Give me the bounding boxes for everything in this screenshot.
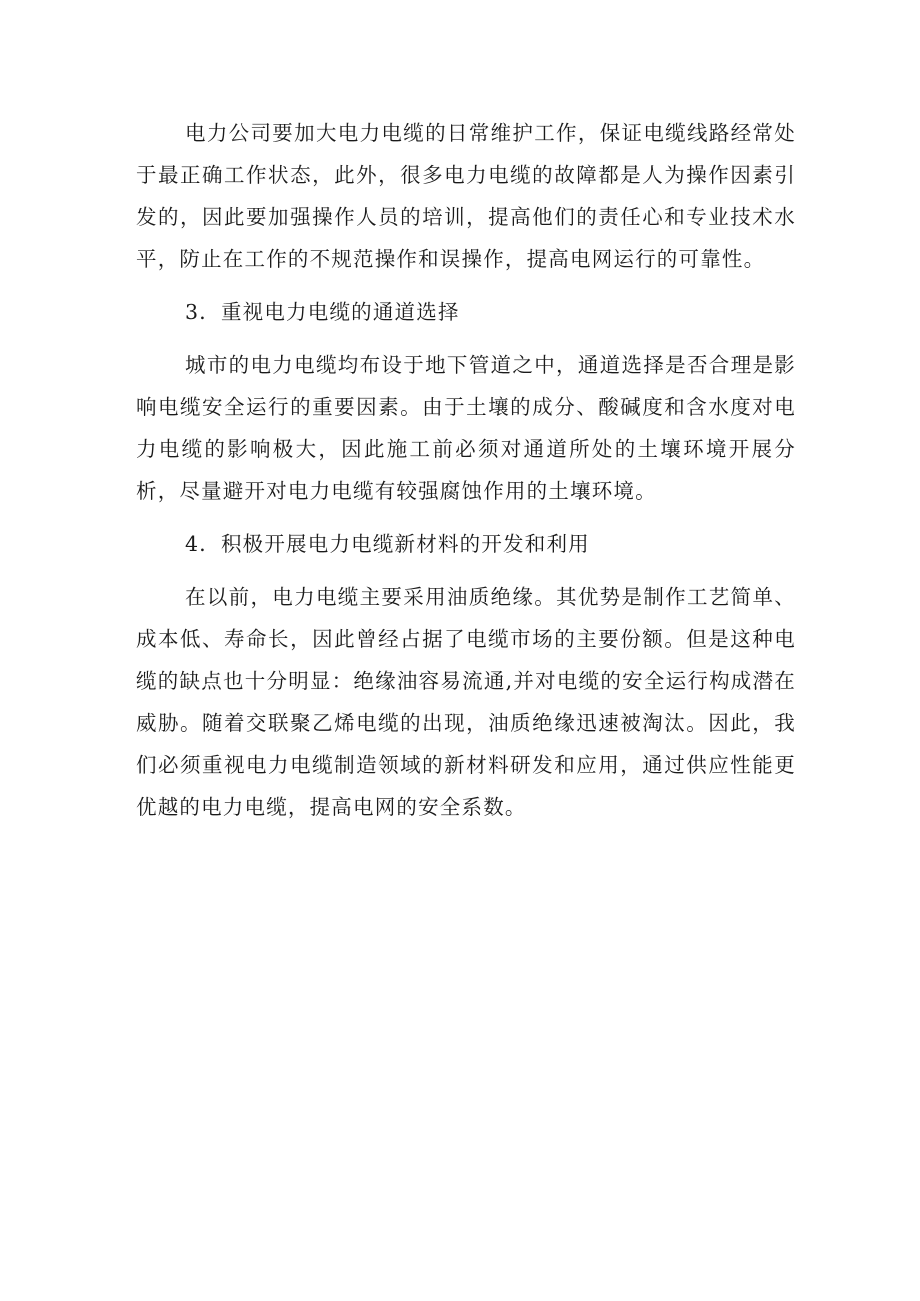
paragraph-maintenance: 电力公司要加大电力电缆的日常维护工作，保证电缆线路经常处于最正确工作状态，此外，很多电力电缆的故障都是人为操作因素引发的，因此要加强操作人员的培训，提高他们的责任心和专业技术水平，防止在工作的不规范操作和误操作，提高电网运行的可靠性。 [136, 121, 796, 271]
document-body [136, 112, 796, 839]
section-heading-4: 4．积极开展电力电缆新材料的开发和利用 [185, 532, 590, 556]
paragraph-new-materials: 在以前，电力电缆主要采用油质绝缘。其优势是制作工艺简单、成本低、寿命长，因此曾经占据了电缆市场的主要份额。但是这种电缆的缺点也十分明显：绝缘油容易流通,并对电缆的安全运行构成潜在威胁。随着交联聚乙烯电缆的出现，油质绝缘迅速被淘汰。因此，我们必须重视电力电缆制造领域的新材料研发和应用，通过供应性能更优越的电力电缆，提高电网的安全系数。 [136, 585, 796, 819]
paragraph-channel-selection: 城市的电力电缆均布设于地下管道之中，通道选择是否合理是影响电缆安全运行的重要因素。由于土壤的成分、酸碱度和含水度对电力电缆的影响极大，因此施工前必须对通道所处的土壤环境开展分析，尽量避开对电力电缆有较强腐蚀作用的土壤环境。 [136, 353, 796, 503]
section-heading-3: 3．重视电力电缆的通道选择 [185, 300, 460, 324]
